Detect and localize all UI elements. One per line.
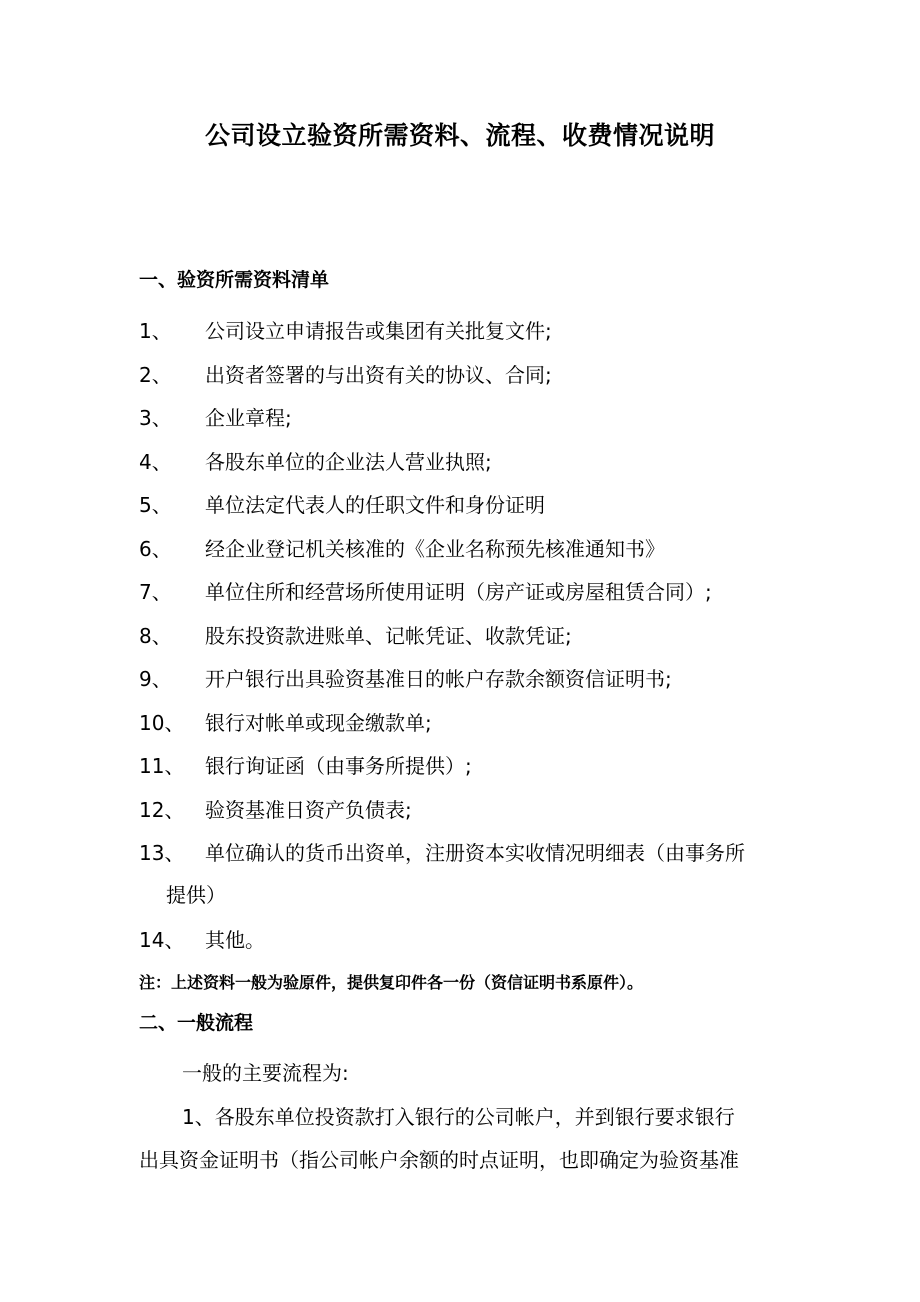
- list-item-number: 1、: [139, 319, 172, 343]
- list-item-number: 6、: [139, 537, 172, 561]
- list-item-text: 单位法定代表人的任职文件和身份证明: [205, 493, 545, 517]
- list-item-text: 公司设立申请报告或集团有关批复文件;: [205, 319, 552, 343]
- process-paragraph-line: 1、各股东单位投资款打入银行的公司帐户，并到银行要求银行: [182, 1105, 735, 1129]
- list-item-number: 7、: [139, 580, 172, 604]
- list-item-text: 股东投资款进账单、记帐凭证、收款凭证;: [205, 624, 572, 648]
- list-item-text: 开户银行出具验资基准日的帐户存款余额资信证明书;: [205, 667, 672, 691]
- list-item-text: 单位确认的货币出资单，注册资本实收情况明细表（由事务所: [205, 841, 745, 865]
- process-intro: 一般的主要流程为:: [182, 1061, 349, 1085]
- list-item-continuation: 提供）: [166, 883, 226, 907]
- materials-note: 注：上述资料一般为验原件，提供复印件各一份（资信证明书系原件）。: [139, 973, 644, 992]
- list-item-text: 银行询证函（由事务所提供）;: [205, 754, 472, 778]
- list-item-number: 2、: [139, 363, 172, 387]
- list-item-number: 4、: [139, 450, 172, 474]
- list-item-text: 银行对帐单或现金缴款单;: [205, 711, 432, 735]
- document-title: 公司设立验资所需资料、流程、收费情况说明: [204, 121, 715, 150]
- list-item-text: 经企业登记机关核准的《企业名称预先核准通知书》: [205, 537, 665, 561]
- list-item-number: 8、: [139, 624, 172, 648]
- list-item-number: 14、: [139, 928, 185, 952]
- list-item-text: 各股东单位的企业法人营业执照;: [205, 450, 492, 474]
- list-item-text: 其他。: [205, 928, 265, 952]
- list-item-number: 13、: [139, 841, 185, 865]
- list-item-number: 11、: [139, 754, 185, 778]
- section-heading-materials: 一、验资所需资料清单: [139, 269, 330, 291]
- list-item-number: 3、: [139, 406, 172, 430]
- list-item-number: 12、: [139, 798, 185, 822]
- list-item-text: 出资者签署的与出资有关的协议、合同;: [205, 363, 552, 387]
- list-item-number: 10、: [139, 711, 185, 735]
- list-item-text: 验资基准日资产负债表;: [205, 798, 412, 822]
- process-paragraph-line: 出具资金证明书（指公司帐户余额的时点证明，也即确定为验资基准: [139, 1148, 739, 1172]
- section-heading-process: 二、一般流程: [139, 1012, 254, 1034]
- list-item-number: 9、: [139, 667, 172, 691]
- list-item-number: 5、: [139, 493, 172, 517]
- list-item-text: 企业章程;: [205, 406, 292, 430]
- list-item-text: 单位住所和经营场所使用证明（房产证或房屋租赁合同）;: [205, 580, 712, 604]
